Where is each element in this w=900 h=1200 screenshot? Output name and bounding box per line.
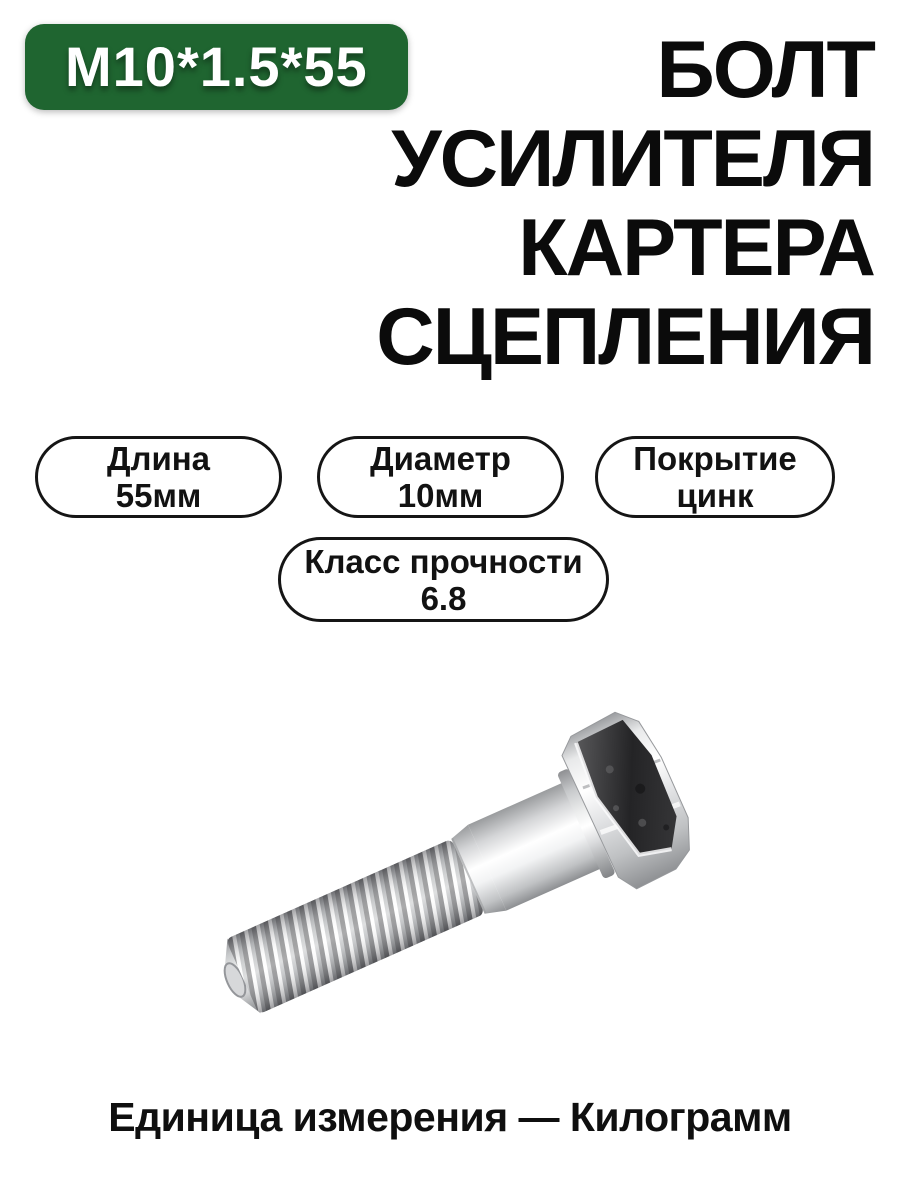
spec-pill-length-label: Длина [106,440,211,477]
spec-pill-strength-class [278,537,609,622]
size-badge: М10*1.5*55 [25,24,408,110]
spec-pill-strength-value: 6.8 [420,579,467,617]
product-title-line-2: УСИЛИТЕЛЯ [391,114,874,204]
unit-of-measure-note: Единица измерения — Килограмм [108,1094,792,1140]
hex-bolt-icon [140,650,760,1090]
spec-pill-diameter-label: Диаметр [370,440,511,477]
product-title [376,26,874,382]
spec-pill-diameter [317,436,564,518]
spec-pill-strength-label: Класс прочности [304,542,583,580]
spec-pill-diameter-value: 10мм [397,477,484,514]
product-title-line-3: КАРТЕРА [518,203,874,293]
product-title-line-1: БОЛТ [656,25,874,115]
spec-pill-length-value: 55мм [115,477,202,514]
spec-pill-coating-label: Покрытие [633,440,797,477]
product-title-line-4: СЦЕПЛЕНИЯ [376,292,874,382]
spec-pill-coating-value: цинк [676,477,754,514]
spec-pill-coating [595,436,835,518]
spec-pill-length [35,436,282,518]
product-photo [140,650,760,1090]
